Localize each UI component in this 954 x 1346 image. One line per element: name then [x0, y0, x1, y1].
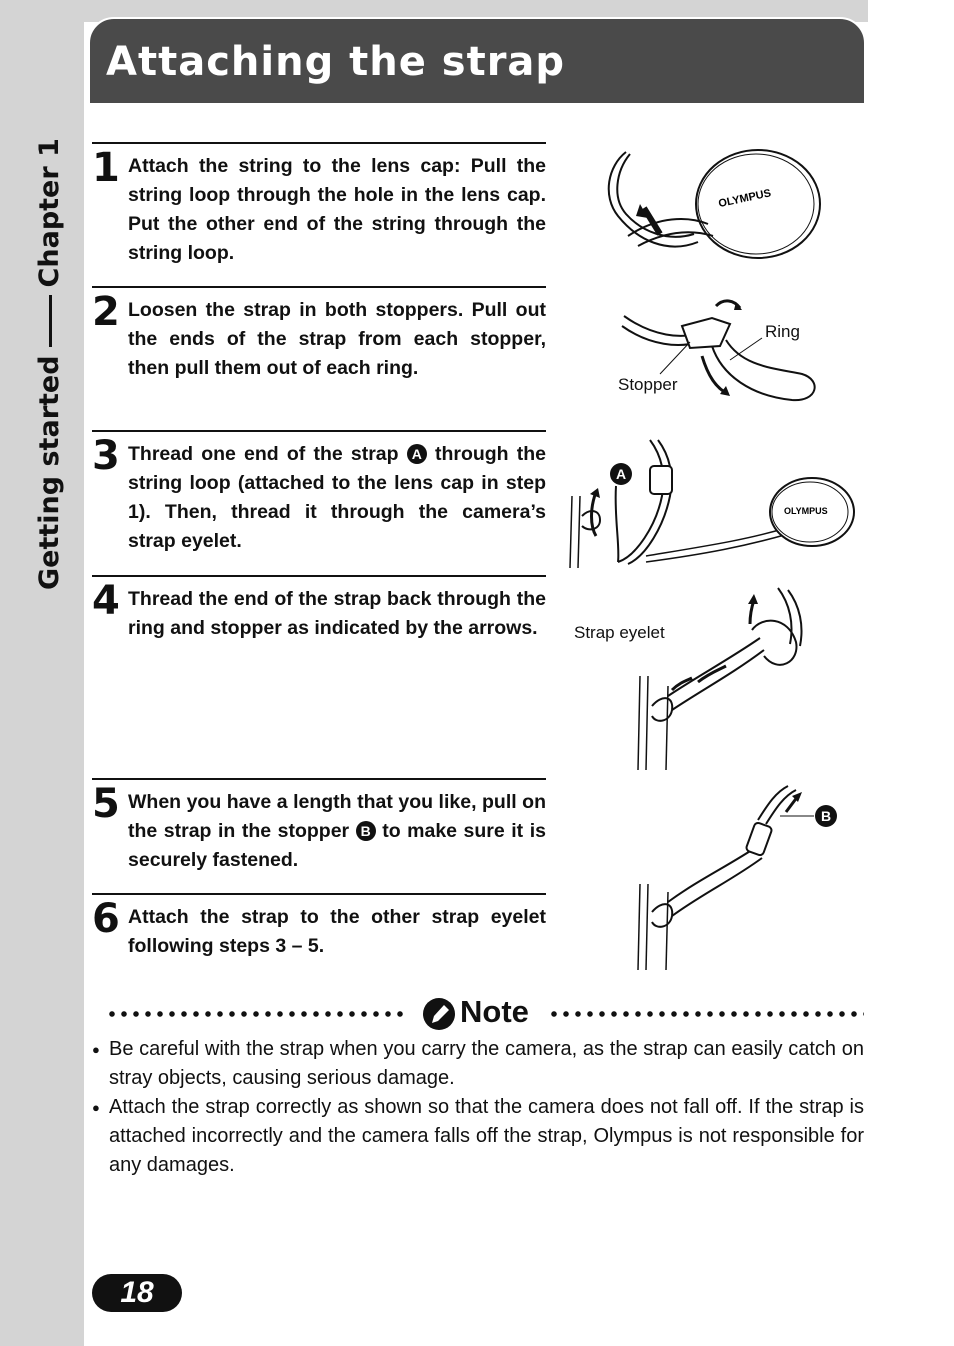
marker-a-badge: A: [407, 444, 427, 464]
step-3: [92, 430, 546, 576]
page-number: 18: [92, 1274, 182, 1312]
note-item: ● Be careful with the strap when you carry the camera, as the strap can easily catch on stray objects, causing serious damage.: [92, 1035, 864, 1093]
step-1: [92, 142, 546, 288]
step-2: [92, 286, 546, 432]
separator-dash: [49, 295, 52, 347]
step-4: [92, 575, 546, 779]
step-text-part: to make sure it is securely fastened.: [128, 820, 546, 871]
chapter-label: Chapter 1: [34, 138, 65, 288]
step-text: Attach the strap to the other strap eyelet following steps 3 – 5.: [128, 906, 546, 957]
step-number: 4: [92, 578, 120, 624]
pencil-note-icon: [422, 997, 456, 1031]
dotted-rule-right: [548, 1010, 864, 1018]
title-banner: [88, 17, 866, 105]
lens-cap-drawing: [598, 146, 830, 272]
marker-b-text: B: [820, 808, 832, 824]
step-number: 1: [92, 145, 120, 191]
lens-cap-illustration: [598, 146, 830, 272]
step-number: 2: [92, 289, 120, 335]
ring-label: Ring: [765, 322, 800, 341]
stopper-ring-illustration: [612, 296, 832, 414]
step-number: 3: [92, 433, 120, 479]
step-text: Loosen the strap in both stoppers. Pull out the ends of the strap from each stopper, then pull them out of each ring.: [128, 299, 546, 379]
step-text-part: Thread one end of the strap: [128, 443, 399, 465]
thread-strap-drawing: [566, 436, 858, 570]
step-text: Attach the string to the lens cap: Pull the string loop through the hole in the lens cap. Put the other end of the string through the string loop.: [128, 155, 546, 264]
stopper-label: Stopper: [618, 375, 678, 394]
dotted-rule-left: [106, 1010, 406, 1018]
strap-eyelet-label: Strap eyelet: [574, 623, 665, 642]
step-5: [92, 778, 546, 894]
step-number: 6: [92, 896, 120, 942]
secured-strap-drawing: [628, 780, 842, 972]
step-number: 5: [92, 781, 120, 827]
secured-strap-illustration: [628, 780, 842, 972]
chapter-side-label: [34, 130, 65, 590]
note-list: [92, 1035, 864, 1180]
step-6: [92, 893, 546, 975]
step-text: [128, 440, 546, 556]
section-label: Getting started: [34, 355, 65, 590]
step-text: Thread the end of the strap back through the ring and stopper as indicated by the arrows.: [128, 588, 546, 639]
brand-logo: OLYMPUS: [717, 187, 773, 211]
stopper-ring-drawing: [612, 296, 832, 414]
step-text: [128, 788, 546, 875]
page-title: Attaching the strap: [106, 39, 566, 85]
note-header: [92, 994, 862, 1034]
brand-logo: OLYMPUS: [784, 506, 828, 516]
right-margin: [868, 0, 954, 1346]
marker-a-text: A: [615, 466, 627, 482]
marker-b-badge: B: [356, 821, 376, 841]
strap-eyelet-drawing: [628, 586, 818, 772]
strap-eyelet-illustration: [628, 586, 818, 772]
thread-strap-illustration: [566, 436, 858, 570]
step-text-part: through the string loop (attached to the lens cap in step 1). Then, thread it through the camera’s strap eyelet.: [128, 443, 547, 552]
note-title: Note: [460, 994, 529, 1029]
note-item: ● Attach the strap correctly as shown so that the camera does not fall off. If the strap is attached incorrectly and the camera falls off the strap, Olympus is not responsible for any damages.: [92, 1093, 864, 1180]
step-text-part: When you have a length that you like, pull on the strap in the stopper: [128, 791, 546, 842]
